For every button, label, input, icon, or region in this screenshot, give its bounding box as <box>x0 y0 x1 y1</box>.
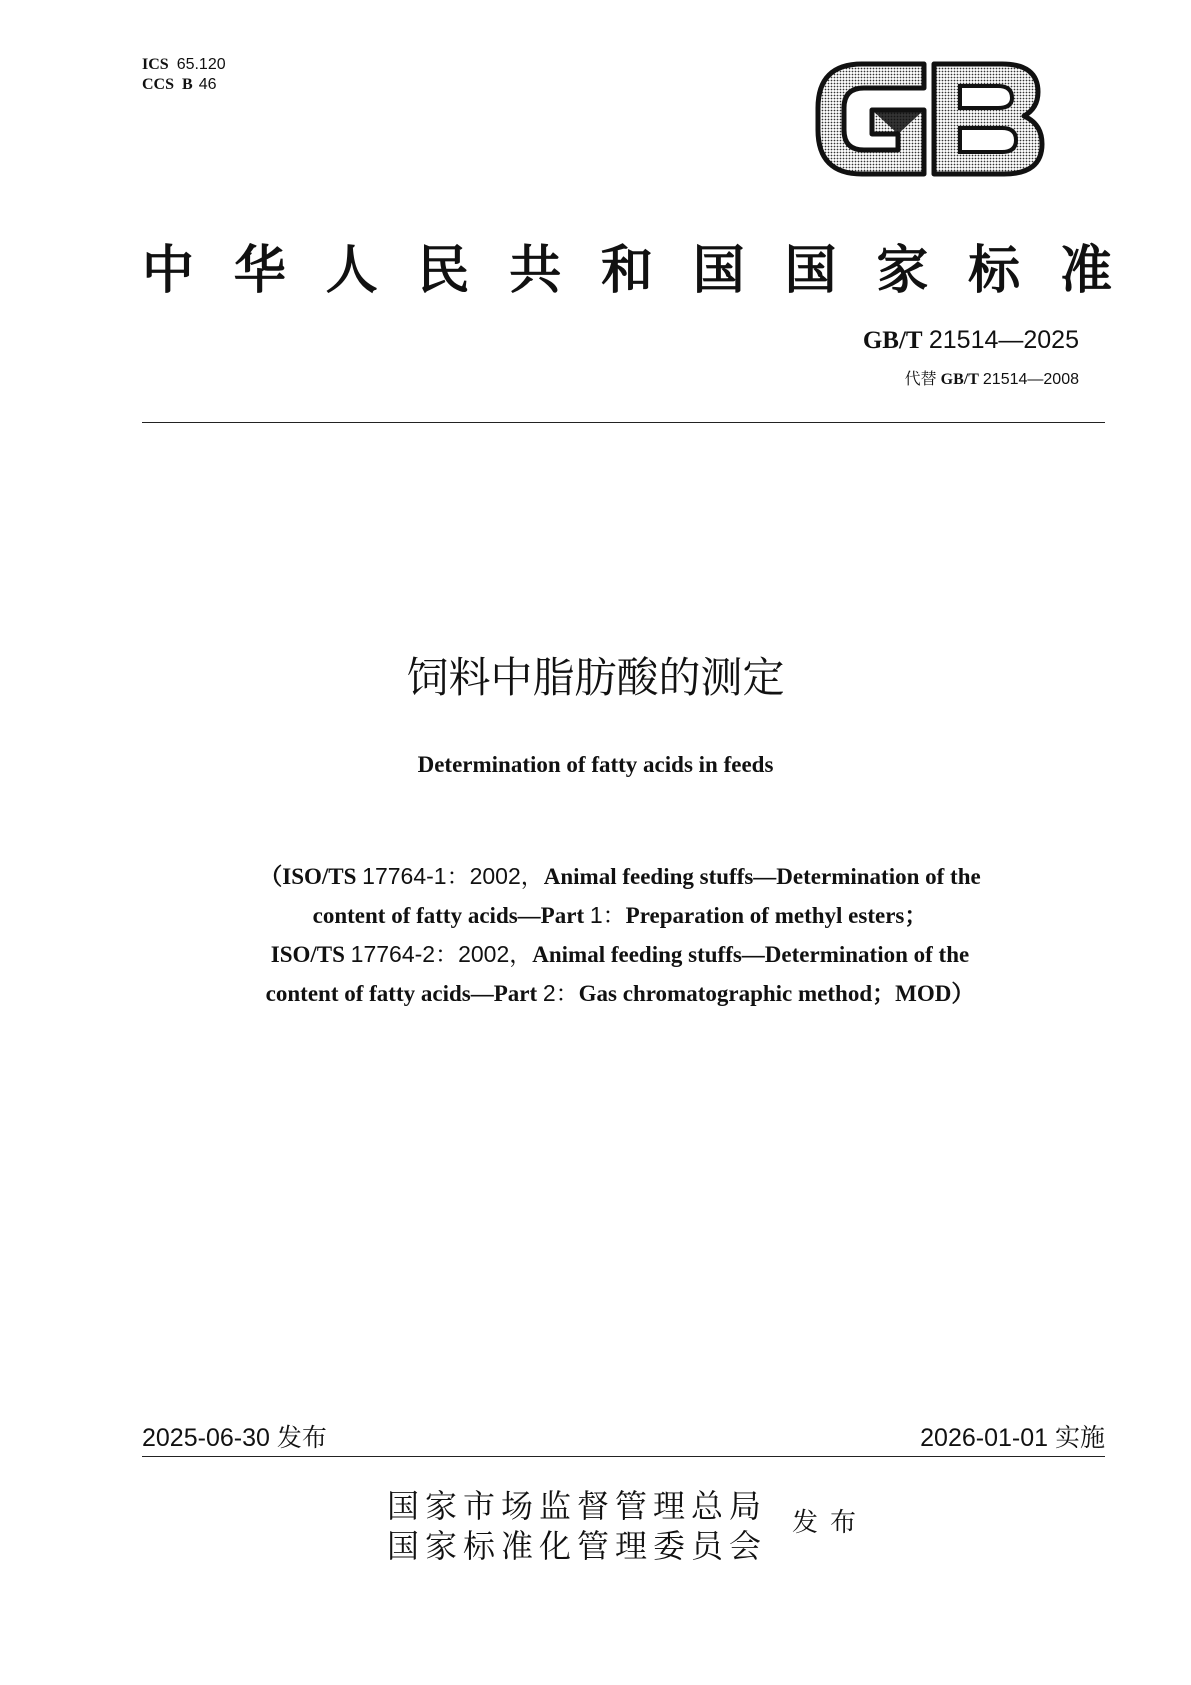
replaces-prefix: GB/T <box>940 371 979 388</box>
ics-code: 65.120 <box>176 56 226 73</box>
main-title-char: 和 <box>600 240 653 301</box>
main-title-char: 共 <box>509 240 562 301</box>
iso-text: Animal feeding stuffs—Determination of the <box>543 864 981 889</box>
document-title-en: Determination of fatty acids in feeds <box>417 752 774 777</box>
main-title-char: 人 <box>325 240 378 301</box>
iso-reference <box>170 857 1070 1013</box>
effective-date <box>920 1418 1105 1454</box>
main-title-char: 准 <box>1059 240 1112 301</box>
iso-line <box>170 857 1070 896</box>
issue-label: 发布 <box>792 1508 869 1538</box>
main-title-char: 家 <box>876 240 929 301</box>
standard-code-number: 21514—2025 <box>928 326 1079 354</box>
ccs-label: CCS <box>142 76 175 93</box>
replaces-note <box>905 366 1079 389</box>
iso-text: 17764-2：2002， <box>350 941 533 967</box>
publish-date-value: 2025-06-30 <box>142 1424 270 1452</box>
main-title-char: 国 <box>784 240 837 301</box>
ccs-code-number: 46 <box>198 76 217 93</box>
effective-date-label: 实施 <box>1054 1423 1105 1452</box>
iso-text: Animal feeding stuffs—Determination of the <box>532 942 970 967</box>
classification-codes <box>142 55 226 95</box>
publish-date-label: 发布 <box>276 1423 327 1452</box>
iso-line <box>170 974 1070 1013</box>
ics-line <box>142 55 226 75</box>
issuer-line: 国家市场监督管理总局 <box>387 1487 768 1525</box>
iso-text: 1： <box>589 902 626 928</box>
document-title-cn: 饲料中脂肪酸的测定 <box>406 653 785 702</box>
iso-text: content of fatty acids—Part <box>265 981 538 1006</box>
main-title-char: 华 <box>233 240 286 301</box>
ccs-code-letter: B <box>182 76 193 93</box>
iso-text: ISO/TS <box>270 942 345 967</box>
standard-code <box>863 326 1079 355</box>
issuing-authorities <box>387 1486 767 1566</box>
effective-date-value: 2026-01-01 <box>920 1424 1049 1452</box>
issuer-line: 国家标准化管理委员会 <box>387 1527 768 1565</box>
main-title <box>142 230 1112 300</box>
main-title-char: 民 <box>417 240 470 301</box>
iso-line <box>170 896 1070 935</box>
bottom-divider <box>142 1456 1105 1457</box>
replaces-word: 代替 <box>904 371 937 388</box>
iso-text: 2： <box>542 980 579 1006</box>
ccs-line <box>142 75 226 95</box>
main-title-char: 标 <box>968 240 1021 301</box>
iso-text: （ISO/TS <box>259 864 357 889</box>
replaces-number: 21514—2008 <box>982 371 1079 388</box>
top-divider <box>142 422 1105 423</box>
iso-text: content of fatty acids—Part <box>312 903 585 928</box>
iso-text: Preparation of methyl esters； <box>625 903 928 928</box>
main-title-char: 国 <box>692 240 745 301</box>
publish-date <box>142 1418 327 1454</box>
ics-label: ICS <box>142 56 169 73</box>
iso-text: 17764-1：2002， <box>362 863 544 889</box>
standard-code-prefix: GB/T <box>862 327 923 354</box>
main-title-char: 中 <box>142 240 195 301</box>
iso-line <box>170 935 1070 974</box>
iso-text: Gas chromatographic method；MOD） <box>578 981 975 1006</box>
gb-logo-icon <box>812 58 1048 180</box>
